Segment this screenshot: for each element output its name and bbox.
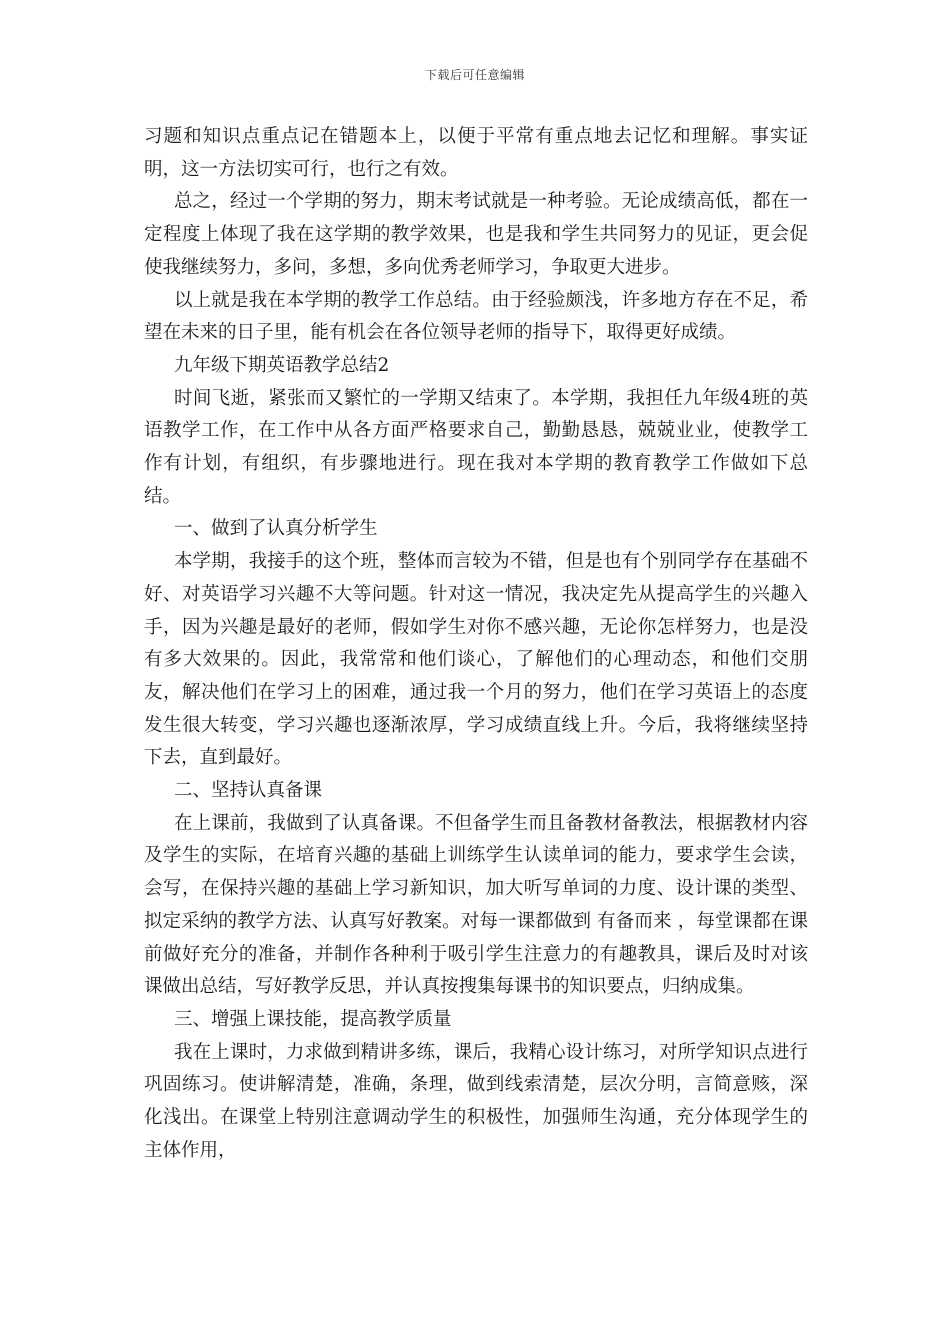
section-heading-1: 一、做到了认真分析学生 bbox=[174, 518, 378, 540]
section-title: 九年级下期英语教学总结2 bbox=[174, 354, 390, 376]
section-heading-3: 三、增强上课技能，提高教学质量 bbox=[174, 1008, 452, 1030]
paragraph-6: 本学期，我接手的这个班，整体而言较为不错，但是也有个别同学存在基础不好、对英语学习兴趣不大等问题。针对这一情况，我决定先从提高学生的兴趣入手，因为兴趣是最好的老师，假如学生对你不感兴趣，无论你怎样努力，也是没有多大效果的。因此，我常常和他们谈心，了解他们的心理动态，和他们交朋友，解决他们在学习上的困难，通过我一个月的努力，他们在学习英语上的态度发生很大转变，学习兴趣也逐渐浓厚，学习成绩直线上升。今后，我将继续坚持下去，直到最好。 bbox=[144, 551, 808, 769]
paragraph-1: 总之，经过一个学期的努力，期末考试就是一种考验。无论成绩高低，都在一定程度上体现了我在这学期的教学效果，也是我和学生共同努力的见证，更会促使我继续努力，多问，多想，多向优秀老师学习，争取更大进步。 bbox=[144, 191, 808, 278]
paragraph-8: 在上课前，我做到了认真备课。不但备学生而且备教材备教法，根据教材内容及学生的实际，在培育兴趣的基础上训练学生认读单词的能力，要求学生会读，会写，在保持兴趣的基础上学习新知识，加大听写单词的力度、设计课的类型、拟定采纳的教学方法、认真写好教案。对每一课都做到 有备而来 ，每堂课都在课前做好充分的准备，并制作各种利于吸引学生注意力的有趣教具，课后及时对该课做出总结，写好教学反思，并认真按搜集每课书的知识要点，归纳成集。 bbox=[144, 812, 808, 998]
document-body bbox=[144, 121, 808, 1168]
paragraph-10: 我在上课时，力求做到精讲多练，课后，我精心设计练习，对所学知识点进行巩固练习。使讲解清楚，准确，条理，做到线索清楚，层次分明，言简意赅，深化浅出。在课堂上特别注意调动学生的积极性，加强师生沟通，充分体现学生的主体作用， bbox=[144, 1041, 808, 1161]
paragraph-0: 习题和知识点重点记在错题本上，以便于平常有重点地去记忆和理解。事实证明，这一方法切实可行，也行之有效。 bbox=[144, 126, 808, 180]
paragraph-4: 时间飞逝，紧张而又繁忙的一学期又结束了。本学期，我担任九年级4班的英语教学工作，在工作中从各方面严格要求自己，勤勤恳恳，兢兢业业，使教学工作有计划，有组织，有步骤地进行。现在我对本学期的教育教学工作做如下总结。 bbox=[144, 387, 808, 507]
paragraph-2: 以上就是我在本学期的教学工作总结。由于经验颇浅，许多地方存在不足，希望在未来的日子里，能有机会在各位领导老师的指导下，取得更好成绩。 bbox=[144, 289, 808, 344]
section-heading-2: 二、坚持认真备课 bbox=[174, 780, 323, 802]
page-header: 下载后可任意编辑 bbox=[424, 68, 525, 82]
